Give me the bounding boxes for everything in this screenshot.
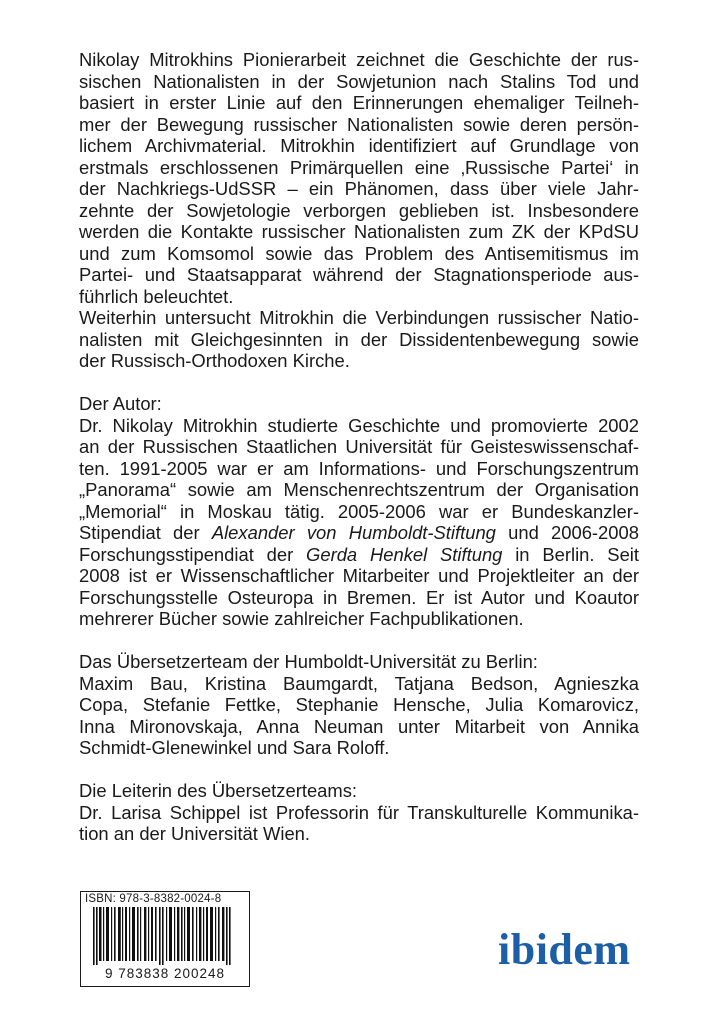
- barcode-bars-icon: [83, 907, 247, 967]
- text-line: mer der Bewegung russischer Nationalisten sowie deren persön-: [79, 113, 639, 135]
- section-heading: Die Leiterin des Übersetzerteams:: [79, 780, 358, 801]
- isbn-label: ISBN: 978-3-8382-0024-8: [85, 893, 222, 905]
- text-line: lichem Archivmaterial. Mitrokhin identifiziert auf Grundlage von: [79, 135, 639, 156]
- text-line: Inna Mironovskaja, Anna Neuman unter Mitarbeit von Annika: [79, 715, 639, 737]
- text-line: 2008 ist er Wissenschaftlicher Mitarbeiter und Projektleiter an der: [79, 565, 639, 586]
- text-line: Maxim Bau, Kristina Baumgardt, Tatjana Bedson, Agnieszka: [79, 672, 639, 694]
- text-line: „Panorama“ sowie am Menschenrechtszentrum der Organisation: [79, 479, 639, 500]
- text-line: Forschungsstipendiat der Gerda Henkel Stiftung in Berlin. Seit: [79, 543, 639, 565]
- text-line: der Russisch-Orthodoxen Kirche.: [79, 350, 350, 371]
- isbn-barcode: [80, 891, 250, 987]
- text-line: Copa, Stefanie Fettke, Stephanie Hensche, Julia Komarovicz,: [79, 694, 639, 715]
- text-line: Stipendiat der Alexander von Humboldt-Stiftung und 2006-2008: [79, 522, 639, 543]
- publisher-logo: ibidem: [498, 925, 631, 974]
- text-line: nalisten mit Gleichgesinnten in der Dissidentenbewegung sowie: [79, 328, 639, 350]
- back-cover-text: [79, 49, 639, 845]
- author-paragraph: [79, 393, 639, 630]
- text-line: Dr. Nikolay Mitrokhin studierte Geschichte und promovierte 2002: [79, 414, 639, 436]
- text-line: basiert in erster Linie auf den Erinnerungen ehemaliger Teilneh-: [79, 92, 639, 113]
- text-line: tion an der Universität Wien.: [79, 823, 311, 844]
- text-line: ten. 1991-2005 war er am Informations- und Forschungszentrum: [79, 457, 639, 479]
- translators-paragraph: [79, 651, 639, 759]
- team-lead-paragraph: [79, 780, 639, 845]
- paragraph-spacer: [79, 759, 639, 781]
- text-line: erstmals erschlossenen Primärquellen eine ‚Russische Partei‘ in: [79, 156, 639, 178]
- section-heading: Der Autor:: [79, 393, 162, 414]
- italic-term: Alexander von Humboldt-Stiftung: [211, 522, 496, 543]
- section-heading: Das Übersetzerteam der Humboldt-Universität zu Berlin:: [79, 651, 538, 672]
- italic-term: Gerda Henkel Stiftung: [306, 543, 503, 565]
- text-line: „Memorial“ in Moskau tätig. 2005-2006 war er Bundeskanzler-: [79, 500, 639, 522]
- text-line: und zum Komsomol sowie das Problem des Antisemitismus im: [79, 242, 639, 264]
- paragraph-spacer: [79, 372, 639, 394]
- text-line: sischen Nationalisten in der Sowjetunion nach Stalins Tod und: [79, 70, 639, 92]
- text-line: Dr. Larisa Schippel ist Professorin für Transkulturelle Kommunika-: [79, 801, 639, 823]
- ean-digits: 9 783838 200248: [104, 966, 226, 981]
- text-line: Schmidt-Glenewinkel und Sara Roloff.: [79, 737, 390, 758]
- text-line: zehnte der Sowjetologie verborgen geblieben ist. Insbesondere: [79, 199, 639, 221]
- text-line: Weiterhin untersucht Mitrokhin die Verbindungen russischer Natio-: [79, 307, 639, 328]
- text-line: an der Russischen Staatlichen Universität für Geisteswissenschaf-: [79, 436, 639, 457]
- description-paragraph: [79, 49, 639, 372]
- text-line: werden die Kontakte russischer Nationalisten zum ZK der KPdSU: [79, 221, 639, 242]
- text-line: mehrerer Bücher sowie zahlreicher Fachpublikationen.: [79, 608, 524, 629]
- text-line: Partei- und Staatsapparat während der Stagnationsperiode aus-: [79, 264, 639, 285]
- text-line: Forschungsstelle Osteuropa in Bremen. Er ist Autor und Koautor: [79, 586, 639, 608]
- text-line: führlich beleuchtet.: [79, 285, 234, 307]
- text-line: Nikolay Mitrokhins Pionierarbeit zeichnet die Geschichte der rus-: [79, 49, 639, 70]
- paragraph-spacer: [79, 630, 639, 652]
- text-line: der Nachkriegs-UdSSR – ein Phänomen, dass über viele Jahr-: [79, 178, 639, 199]
